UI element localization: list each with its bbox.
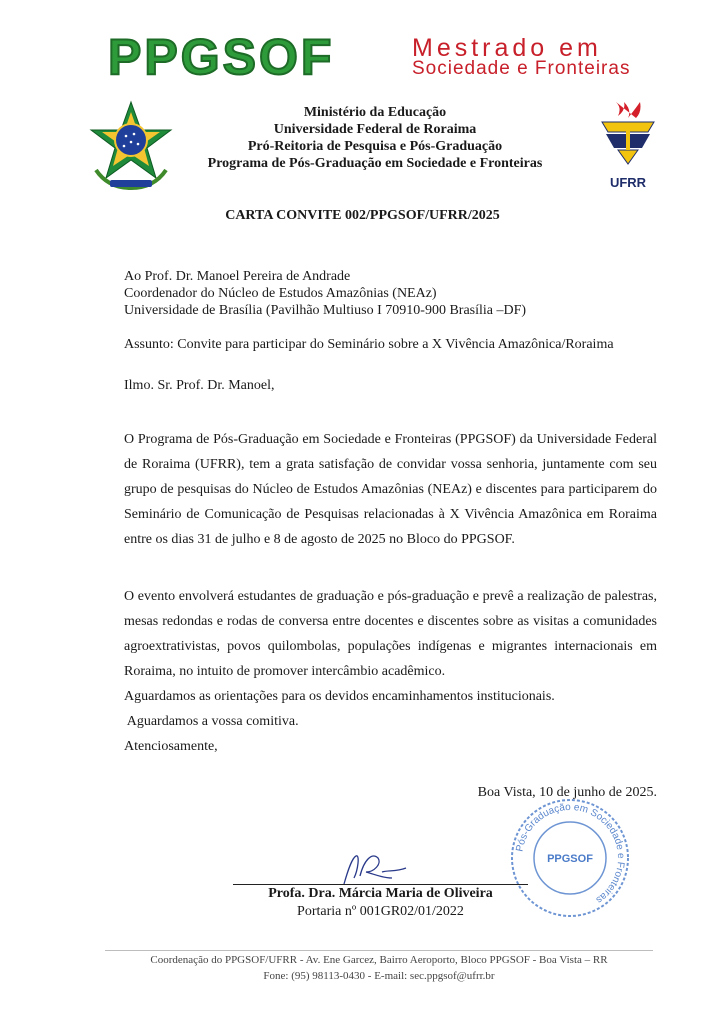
header-line: Pró-Reitoria de Pesquisa e Pós-Graduação	[247, 139, 503, 154]
brazil-coat-of-arms-icon	[88, 100, 174, 192]
body-paragraph: O Programa de Pós-Graduação em Sociedade e Fronteiras (PPGSOF) da Universidade Federal de Roraima (UFRR), tem a grata satisfação de convidar vossa senhoria, juntamente com seu grupo de pesquisas do Núcleo de Estudos Amazônias (NEAz) e discentes para participarem do Seminário de Comunicação de Pesquisas relacionadas à X Vivência Amazônica em Roraima entre os dias 31 de julho e 8 de agosto de 2025 no Bloco do PPGSOF.	[124, 432, 657, 547]
document-date: Boa Vista, 10 de junho de 2025.	[477, 785, 657, 800]
header-line: Universidade Federal de Roraima	[273, 122, 477, 137]
footer-address: Coordenação do PPGSOF/UFRR - Av. Ene Garcez, Bairro Aeroporto, Bloco PPGSOF - Boa Vista – RR	[150, 954, 608, 966]
institution-header	[180, 104, 570, 172]
ufrr-label: UFRR	[609, 175, 647, 190]
signatory-portaria: Portaria nº 001GR02/01/2022	[297, 904, 464, 919]
signature-rule	[233, 884, 528, 885]
recipient-block	[124, 268, 526, 319]
ufrr-torch-icon	[596, 98, 660, 168]
salutation: Ilmo. Sr. Prof. Dr. Manoel,	[124, 378, 275, 393]
header-line: Programa de Pós-Graduação em Sociedade e Fronteiras	[207, 156, 543, 171]
closing-line: Atenciosamente,	[124, 739, 218, 754]
closing-line: Aguardamos as orientações para os devidos encaminhamentos institucionais.	[124, 689, 555, 704]
recipient-line: Coordenador do Núcleo de Estudos Amazônias (NEAz)	[124, 286, 437, 301]
footer-contact: Fone: (95) 98113-0430 - E-mail: sec.ppgsof@ufrr.br	[263, 970, 495, 982]
footer-divider	[105, 950, 653, 951]
recipient-line: Universidade de Brasília (Pavilhão Multiuso I 70910-900 Brasília –DF)	[124, 303, 527, 318]
banner-subtitle: Sociedade e Fronteiras	[412, 58, 631, 79]
handwritten-signature	[330, 848, 420, 888]
banner-title: Mestrado em	[412, 34, 602, 62]
closing-line: Aguardamos a vossa comitiva.	[124, 714, 299, 729]
stamp-center-text: PPGSOF	[547, 853, 593, 865]
recipient-line: Ao Prof. Dr. Manoel Pereira de Andrade	[124, 269, 351, 284]
document-title: CARTA CONVITE 002/PPGSOF/UFRR/2025	[225, 208, 500, 223]
body-paragraph: O evento envolverá estudantes de graduação e pós-graduação e prevê a realização de palestras, mesas redondas e rodas de conversa entre docentes e discentes sobre as visitas a comunidades agroextrativistas, povos quilombolas, populações indígenas e migrantes internacionais em Roraima, no intuito de promover intercâmbio acadêmico.	[124, 589, 657, 679]
ppgsof-logo: PPGSOF	[108, 29, 335, 85]
stamp-ring-text: Pós-Graduação em Sociedade e Fronteiras	[514, 801, 627, 906]
header-line: Ministério da Educação	[303, 105, 447, 120]
ufrr-logo	[596, 98, 660, 190]
signatory-name: Profa. Dra. Márcia Maria de Oliveira	[268, 886, 493, 901]
subject-line: Assunto: Convite para participar do Seminário sobre a X Vivência Amazônica/Roraima	[124, 337, 614, 352]
